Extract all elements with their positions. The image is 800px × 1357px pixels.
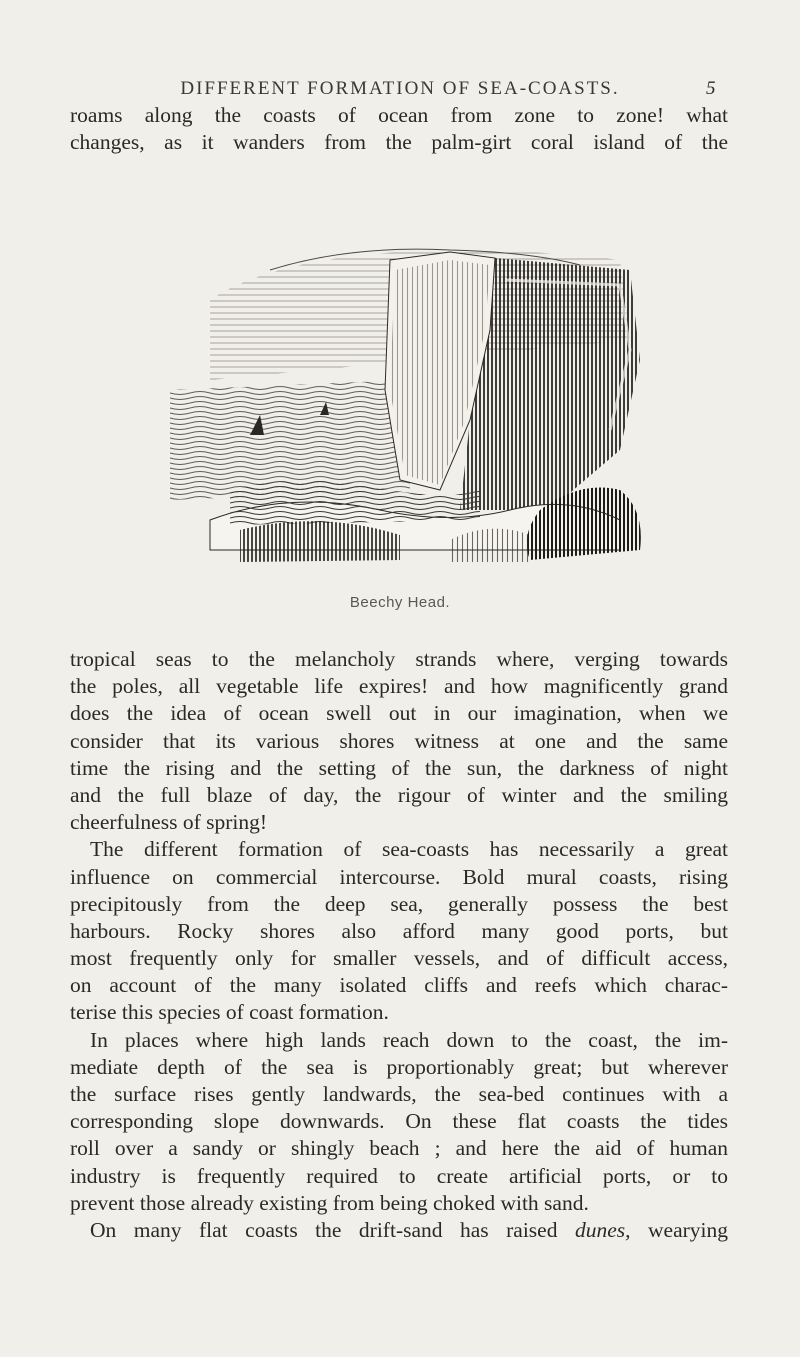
text-line: harbours. Rocky shores also afford many good ports, but	[70, 918, 728, 943]
page-number: 5	[706, 78, 716, 99]
top-paragraph	[70, 102, 728, 156]
text-line: the surface rises gently landwards, the sea-bed continues with a	[70, 1082, 728, 1106]
text-line: does the idea of ocean swell out in our imagination, when we	[70, 701, 728, 726]
text-line: mediate depth of the sea is proportionably great; but wherever	[70, 1054, 728, 1079]
text-line: cheerfulness of spring!	[70, 810, 268, 835]
running-head: DIFFERENT FORMATION OF SEA-COASTS.	[180, 78, 620, 99]
text-line: tropical seas to the melancholy strands where, verging towards	[70, 647, 728, 671]
text-line: the poles, all vegetable life expires! and how magnificently grand	[70, 674, 728, 699]
text-line: on account of the many isolated cliffs and reefs which charac-	[70, 973, 728, 998]
text-line: roll over a sandy or shingly beach ; and here the aid of human	[70, 1136, 728, 1161]
text-fragment: wearying	[630, 1217, 728, 1242]
text-line: time the rising and the setting of the sun, the darkness of night	[70, 755, 728, 780]
body-paragraphs	[70, 646, 728, 1244]
text-line: terise this species of coast formation.	[70, 1000, 389, 1025]
text-line: influence on commercial intercourse. Bold mural coasts, rising	[70, 864, 728, 889]
figure-caption: Beechy Head.	[349, 594, 451, 611]
text-line: precipitously from the deep sea, generally possess the best	[70, 891, 728, 916]
engraving-illustration	[150, 190, 650, 580]
text-line: changes, as it wanders from the palm-girt coral island of the	[70, 130, 728, 155]
text-line: corresponding slope downwards. On these flat coasts the tides	[70, 1109, 728, 1134]
text-line: prevent those already existing from being choked with sand.	[70, 1190, 589, 1215]
text-line-final	[70, 1217, 728, 1244]
text-line: roams along the coasts of ocean from zone to zone! what	[70, 103, 728, 127]
text-line: The different formation of sea-coasts has necessarily a great	[90, 837, 728, 862]
text-line: most frequently only for smaller vessels, and of difficult access,	[70, 946, 728, 971]
text-fragment: On many flat coasts the drift-sand has raised	[90, 1217, 575, 1242]
text-line: In places where high lands reach down to the coast, the im-	[90, 1027, 728, 1052]
text-line: and the full blaze of day, the rigour of winter and the smiling	[70, 782, 728, 807]
text-line: consider that its various shores witness at one and the same	[70, 728, 728, 753]
text-line: industry is frequently required to create artificial ports, or to	[70, 1163, 728, 1188]
italic-word: dunes,	[574, 1217, 631, 1242]
